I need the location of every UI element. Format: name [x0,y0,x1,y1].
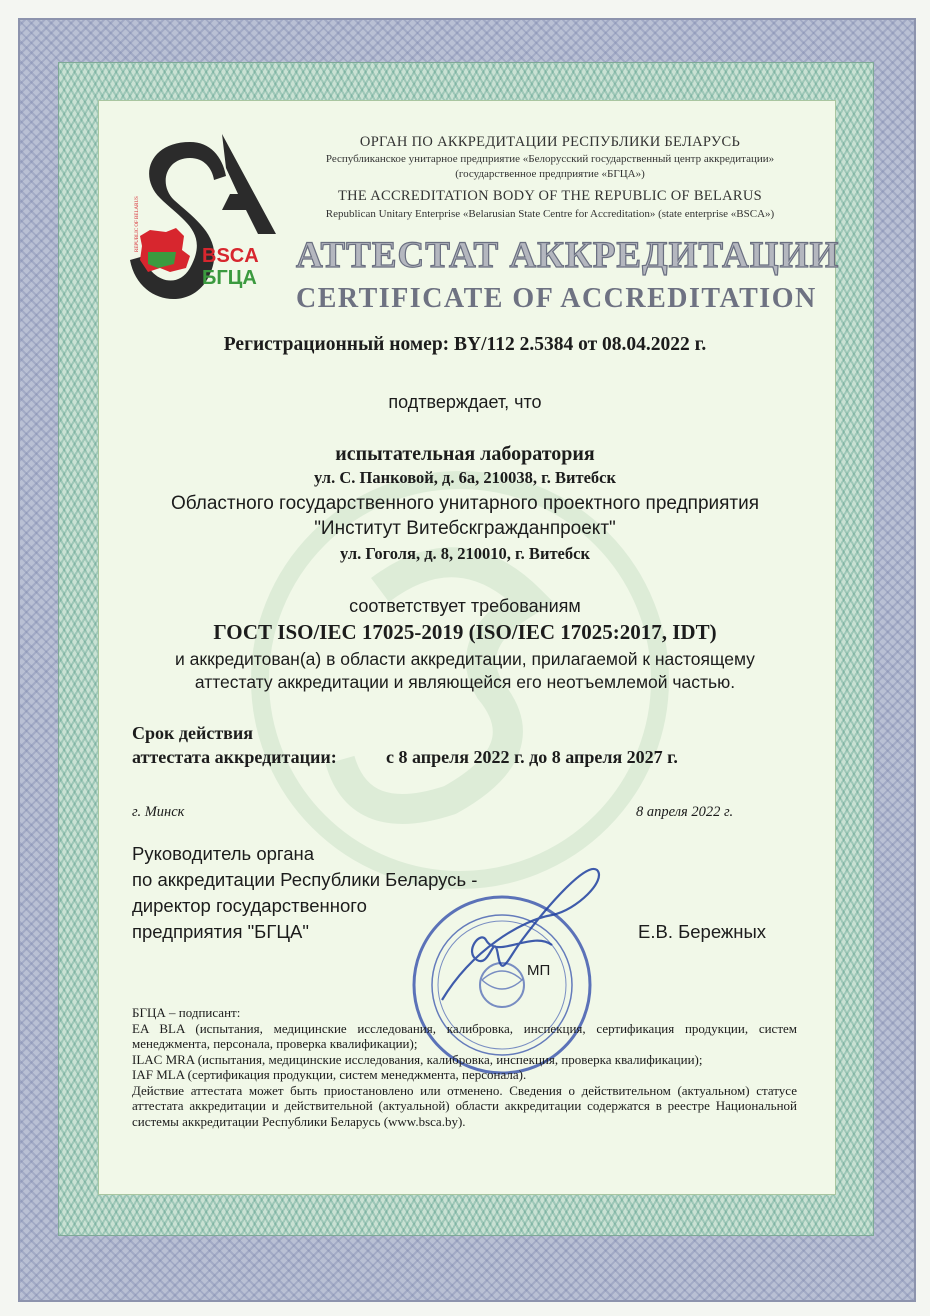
validity-label-2: аттестата аккредитации: [132,747,337,767]
header-body-ru: ОРГАН ПО АККРЕДИТАЦИИ РЕСПУБЛИКИ БЕЛАРУСЬ [359,134,741,150]
organization-line-1: Областного государственного унитарного проектного предприятия [170,493,760,514]
laboratory-address: ул. С. Панковой, д. 6а, 210038, г. Витебск [313,468,617,487]
confirms-text: подтверждает, что [388,392,542,412]
header-enterprise-ru-short: (государственное предприятие «БГЦА») [455,168,645,180]
header-enterprise-en: Republican Unitary Enterprise «Belarusian State Centre for Accreditation» (state enterprise «BSCA») [325,208,775,220]
stamp-mark: МП [527,962,551,979]
signatory-title-3: директор государственного [132,895,367,916]
complies-text: соответствует требованиям [349,596,581,616]
logo-map-label: REPUBLIC OF BELARUS [135,196,140,252]
organization-line-2: "Институт Витебскгражданпроект" [314,518,616,539]
standard-reference: ГОСТ ISO/IEC 17025-2019 (ISO/IEC 17025:2017, IDT) [213,620,717,644]
bsca-logo [130,128,278,312]
scope-line-1: и аккредитован(а) в области аккредитации, прилагаемой к настоящему [175,649,755,669]
issue-date: 8 апреля 2022 г. [636,804,734,820]
signatory-title-2: по аккредитации Республики Беларусь - [132,869,478,890]
registration-number: Регистрационный номер: BY/112 2.5384 от 08.04.2022 г. [223,334,707,355]
notes-disclaimer: Действие аттестата может быть приостановлено или отменено. Сведения о действительном (актуальном) статусе аттестата аккредитации и действительной (актуальной) области аккредитации содержатся в реестре Национальной системы аккредитации Республики Беларусь (www.bsca.by). [132,1082,797,1129]
title-ru: АТТЕСТАТ АККРЕДИТАЦИИ [296,235,840,276]
notes-iaf-mla: IAF MLA (сертификация продукции, систем менеджмента, персонала). [132,1067,527,1082]
logo-text-en: BSCA [202,245,259,267]
validity-period: с 8 апреля 2022 г. до 8 апреля 2027 г. [386,747,678,767]
notes-ilac-mra: ILAC MRA (испытания, медицинские исследования, калибровка, инспекция, проверка квалификации); [132,1051,703,1067]
signatory-name: Е.В. Бережных [638,921,767,942]
notes-ea-bla: EA BLA (испытания, медицинские исследования, калибровка, инспекция, сертификация продукции, систем менеджмента, персонала, проверка квалификации); [132,1020,797,1051]
signatory-title-4: предприятия "БГЦА" [132,921,309,942]
laboratory-name: испытательная лаборатория [335,443,595,465]
notes-block [132,1005,797,1129]
signatory-title-1: Руководитель органа [132,843,315,864]
scope-line-2: аттестату аккредитации и являющейся его неотъемлемой частью. [194,672,736,692]
title-en: CERTIFICATE OF ACCREDITATION [296,283,817,314]
notes-signatory: БГЦА – подписант: [132,1005,241,1020]
organization-address: ул. Гоголя, д. 8, 210010, г. Витебск [340,544,590,563]
issue-place: г. Минск [132,804,185,820]
logo-text-ru: БГЦА [202,267,257,289]
validity-label-1: Срок действия [132,723,254,743]
header-body-en: THE ACCREDITATION BODY OF THE REPUBLIC OF BELARUS [338,188,762,204]
header-enterprise-ru: Республиканское унитарное предприятие «Белорусский государственный центр аккредитации» [325,153,775,165]
